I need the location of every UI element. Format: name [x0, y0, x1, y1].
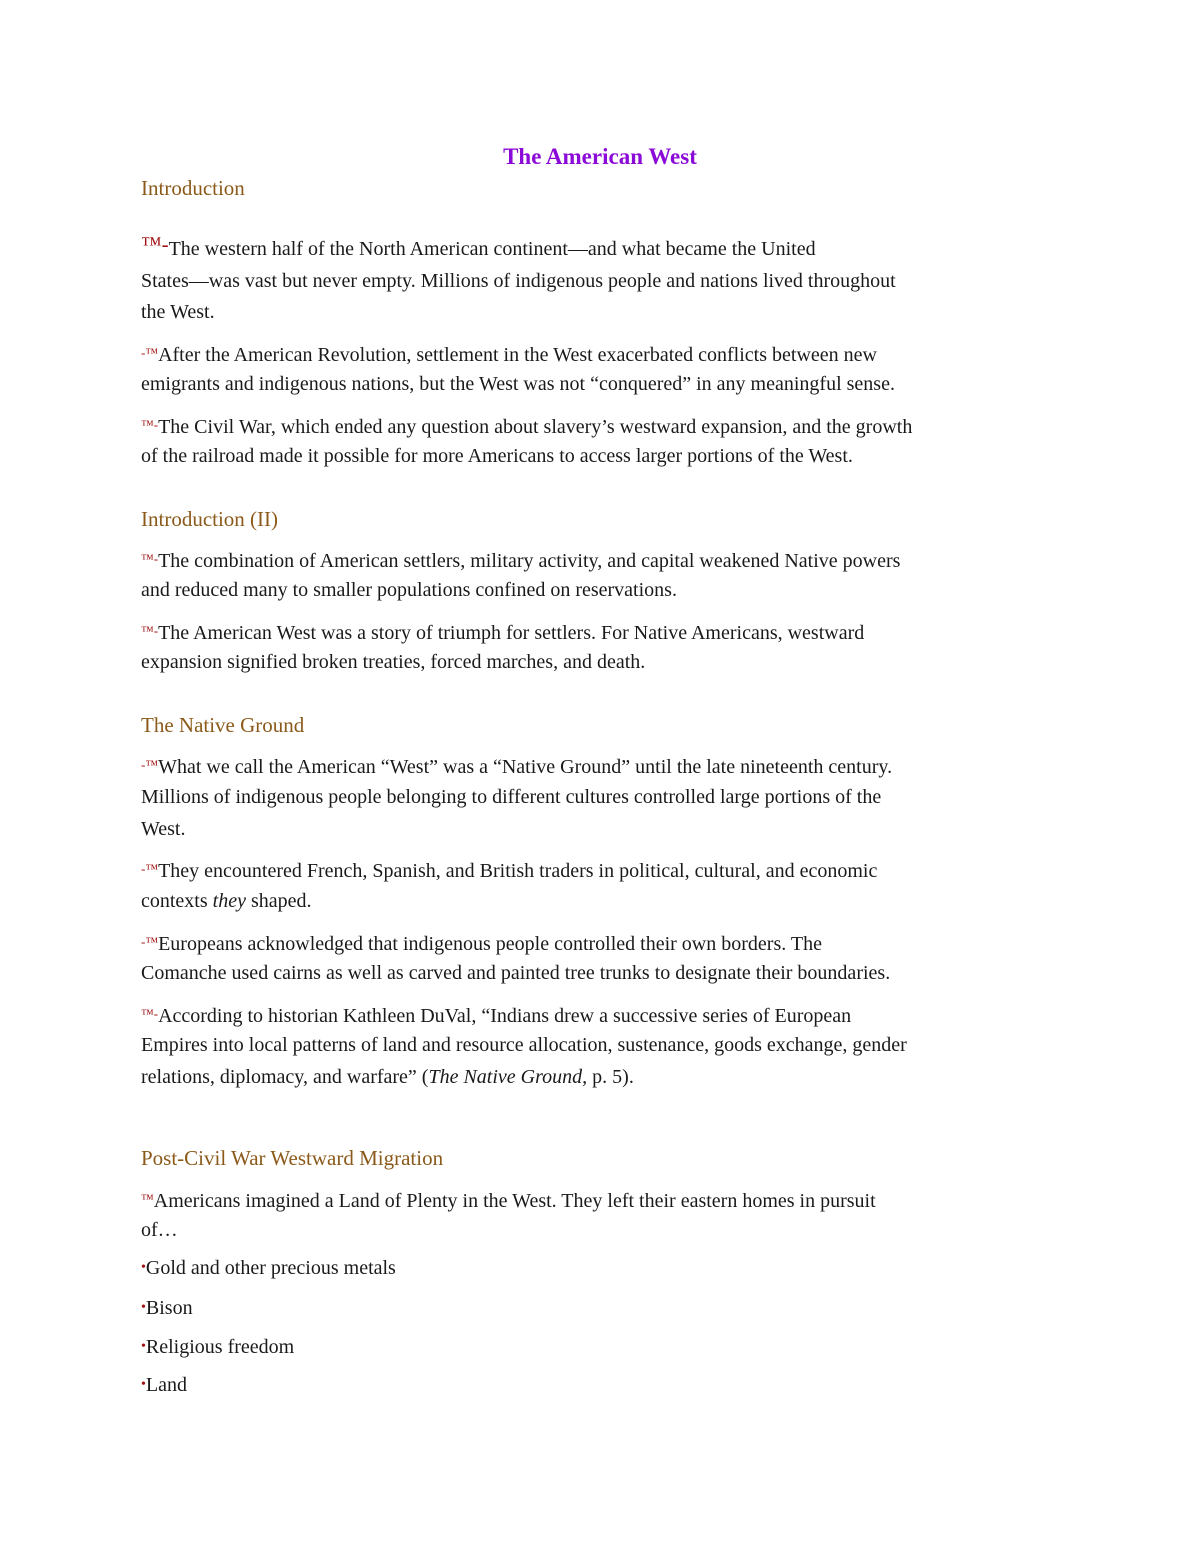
paragraph-line: expansion signified broken treaties, forced marches, and death. [141, 651, 646, 673]
paragraph-line: Empires into local patterns of land and resource allocation, sustenance, goods exchange, gender [141, 1034, 907, 1056]
paragraph-line: ™-The western half of the North American continent—and what became the United [141, 232, 816, 260]
paragraph-line: and reduced many to smaller populations confined on reservations. [141, 579, 677, 601]
bullet-marker: ™- [141, 551, 159, 566]
list-item: •Religious freedom [141, 1336, 295, 1358]
bullet-marker: ™- [141, 623, 159, 638]
document-title: The American West [503, 144, 697, 169]
paragraph-line: ™-According to historian Kathleen DuVal, “Indians drew a successive series of European [141, 1005, 852, 1027]
emphasis-text: they [212, 890, 246, 912]
paragraph-line: -™Europeans acknowledged that indigenous people controlled their own borders. The [141, 933, 822, 955]
bullet-marker: -™ [141, 345, 159, 360]
bullet-marker: ™- [141, 417, 159, 432]
bullet-marker: -™ [141, 861, 159, 876]
section-heading-post-civil-war: Post-Civil War Westward Migration [141, 1146, 444, 1170]
bullet-dot-icon: • [141, 1260, 146, 1275]
bullet-marker: -™ [141, 757, 159, 772]
paragraph-line: -™What we call the American “West” was a “Native Ground” until the late nineteenth century. [141, 756, 893, 778]
paragraph-line: ™-The Civil War, which ended any question about slavery’s westward expansion, and the growth [141, 416, 913, 438]
bullet-dot-icon: • [141, 1300, 146, 1315]
paragraph-line: relations, diplomacy, and warfare” (The Native Ground, p. 5). [141, 1066, 634, 1088]
bullet-dot-icon: • [141, 1339, 146, 1354]
paragraph-line: contexts they shaped. [141, 890, 312, 912]
paragraph-line: Millions of indigenous people belonging to different cultures controlled large portions of the [141, 786, 882, 808]
list-item: •Gold and other precious metals [141, 1257, 396, 1279]
paragraph-line: ™-The combination of American settlers, military activity, and capital weakened Native powers [141, 550, 901, 572]
paragraph-line: Comanche used cairns as well as carved and painted tree trunks to designate their boundaries. [141, 962, 891, 984]
paragraph-line: of… [141, 1219, 178, 1241]
section-heading-introduction: Introduction [141, 176, 245, 200]
bullet-marker: ™- [141, 232, 169, 256]
paragraph-line: ™-The American West was a story of triumph for settlers. For Native Americans, westward [141, 622, 865, 644]
section-heading-native-ground: The Native Ground [141, 713, 305, 737]
paragraph-line: -™After the American Revolution, settlement in the West exacerbated conflicts between new [141, 344, 877, 366]
bullet-marker: ™ [141, 1191, 154, 1206]
paragraph-line: ™Americans imagined a Land of Plenty in the West. They left their eastern homes in pursuit [141, 1190, 876, 1212]
bullet-marker: ™- [141, 1006, 159, 1021]
section-heading-introduction-ii: Introduction (II) [141, 507, 279, 531]
paragraph-line: West. [141, 818, 186, 840]
paragraph-line: emigrants and indigenous nations, but the West was not “conquered” in any meaningful sense. [141, 373, 895, 395]
list-item: •Land [141, 1374, 187, 1396]
paragraph-line: -™They encountered French, Spanish, and British traders in political, cultural, and economic [141, 860, 878, 882]
emphasis-text: The Native Ground, [428, 1066, 588, 1088]
list-item: •Bison [141, 1297, 193, 1319]
paragraph-line: of the railroad made it possible for more Americans to access larger portions of the West. [141, 445, 853, 467]
paragraph-line: the West. [141, 301, 215, 323]
bullet-marker: -™ [141, 934, 159, 949]
paragraph-line: States—was vast but never empty. Millions of indigenous people and nations lived throughout [141, 270, 896, 292]
bullet-dot-icon: • [141, 1377, 146, 1392]
